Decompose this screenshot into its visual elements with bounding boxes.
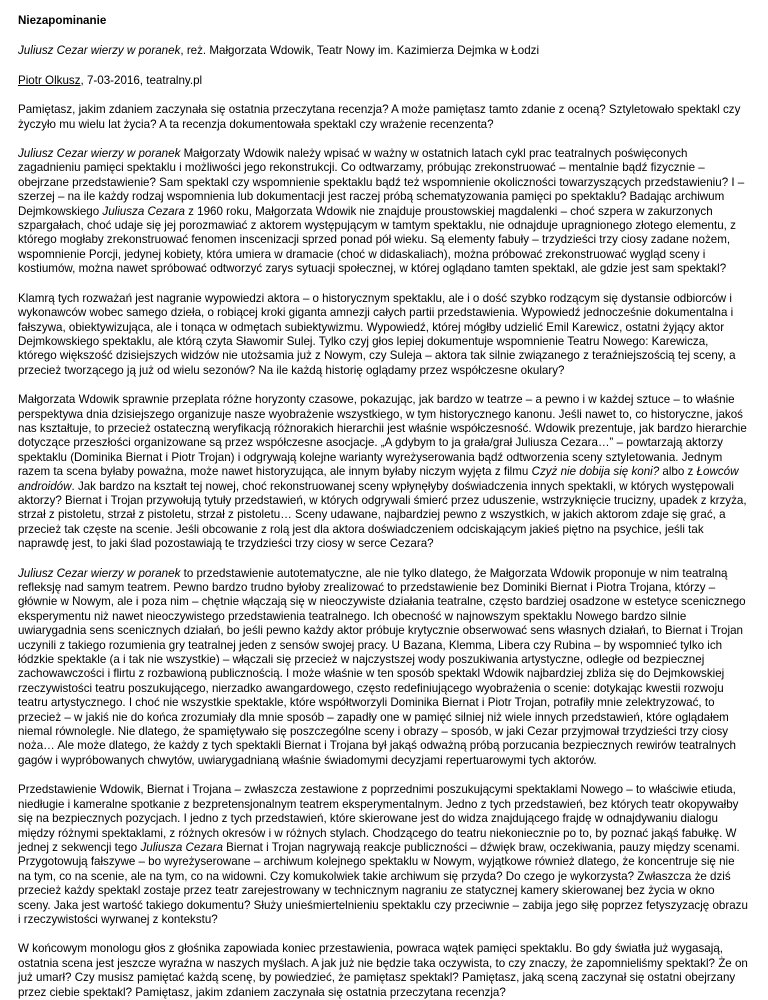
- play-title: Juliusz Cezar wierzy w poranek: [18, 44, 181, 58]
- paragraph-5: [18, 567, 750, 769]
- text-span: to przedstawienie autotematyczne, ale nie tylko dlatego, że Małgorzata Wdowik proponuje w nim teatralną refleksję nad samym teatrem. Pewno bardzo trudno byłoby zrealizować to przedstawienie bez Dominiki Biernat i Piotra Trojana, którzy – głównie w Nowym, ale i poza nim – chętnie włączają się w nieoczywiste działania teatralne, często bardziej osadzone w estetyce scenicznego eksperymentu niż nawet nieoczywistego przedstawienia teatralnego. Ich obecność w najnowszym spektaklu Nowego bardzo silnie uwiarygadnia sens scenicznych działań, bo jeśli pewno każdy aktor próbuje krytycznie obserwować sens własnych działań, to Biernat i Trojan uczynili z takiego rozumienia gry teatralnej jeden z sensów swojej pracy. U Bazana, Klemma, Libera czy Rubina – by wspomnieć tylko ich łódzkie spektakle (a i tak nie wszystkie) – włączali się przecież w najczystszej wody poszukiwania artystyczne, odległe od bezpiecznej zachowawczości i flirtu z rozbawioną publicznością. I może właśnie w ten sposób spektakl Wdowik najbardziej zbliża się do Dejmkowskiej rzeczywistości teatru poszukującego, nierzadko awangardowego, często redefiniującego wyobrażenia o scenie: dotykając kwestii rozwoju teatru artystycznego. I choć nie wszystkie spektakle, które współtworzyli Dominika Biernat i Piotr Trojan, potrafiły mnie zelektryzować, to przecież – w jakiś nie do końca zrozumiały dla mnie sposób – zapadły one w pamięć silniej niż wiele innych przedstawień, które oglądałem niemal równolegle. Nie dlatego, że spamiętywało się poszczególne sceny i obrazy – sposób, w jaki Cezar przyjmował trzydzieści trzy ciosy noża… Ale może dlatego, że każdy z tych spektakli Biernat i Trojana był jakąś odważną próbą porzucania bezpiecznych rewirów teatralnych gagów i wypróbowanych chwytów, uwiarygadnianą właśnie świadomymi decyzjami repertuarowymi tych aktorów.: [18, 566, 746, 767]
- text-span: Przedstawienie Wdowik, Biernat i Trojana – zwłaszcza zestawione z poprzednimi poszukującymi spektaklami Nowego – to właściwie etiuda, niedługie i kameralne spotkanie z bezpretensjonalnym teatrem eksperymentalnym. Jedno z tych przedstawień, bez których teatr okopywałby się na bezpiecznych pozycjach. I jedno z tych przedstawień, które skierowane jest do widza znajdującego frajdę w odnajdywaniu dialogu między różnymi spektaklami, z różnych okresów i w różnych stylach. Chodzącego do teatru niekoniecznie po to, by poznać jakąś fabułkę. W jednej z sekwencji tego: [18, 783, 739, 854]
- paragraph-2: [18, 147, 750, 277]
- production-info: [18, 44, 750, 58]
- text-span: Biernat i Trojan nagrywają reakcje publiczności – dźwięk braw, oczekiwania, pauzy między scenami. Przygotowują fałszywe – bo wyreżyserowane – archiwum kolejnego spektaklu w Nowym, wyjątkowe również dlatego, że koncentruje się nie na tym, co na scenie, ale na tym, co na widowni. Czy komukolwiek takie archiwum się przyda? Do czego je wykorzysta? Zwłaszcza że dziś przecież każdy spektakl zostaje przez teatr zarejestrowany w technicznym nagraniu ze statycznej kamery skierowanej bez życia w okno sceny. Jaka jest wartość takiego dokumentu? Służy unieśmiertelnieniu spektaklu czy przeciwnie – zabija jego siłę poprzez fetyszyzację obrazu i rzeczywistości wyrwanej z kontekstu?: [18, 840, 748, 926]
- text-span: albo z: [659, 465, 697, 479]
- italic-title: Juliusz Cezar wierzy w poranek: [18, 147, 181, 161]
- italic-title: Łowców androidów: [18, 465, 739, 493]
- text-span: Małgorzaty Wdowik należy wpisać w ważny w ostatnich latach cykl prac teatralnych poświęconych zagadnieniu pamięci spektaklu i możliwości jego rekonstrukcji. Co odtwarzamy, próbując zrekonstruować – mentalnie bądź fizycznie – obejrzane przedstawienie? Sam spektakl czy wspomnienie spektaklu bądź też wspomnienie okoliczności towarzyszących przedstawieniu? I – szerzej – na ile każdy rodzaj wspomnienia lub dokumentacji jest raczej próbą schematyzowania pamięci po spektaklu? Badając archiwum Dejmkowskiego: [18, 147, 745, 218]
- author-link[interactable]: Piotr Olkusz: [18, 73, 81, 87]
- paragraph-4: [18, 393, 750, 551]
- paragraph-7: W końcowym monologu głos z głośnika zapowiada koniec przestawienia, powraca wątek pamięci spektaklu. Bo gdy światła już wygasają, ostatnia scena jest jeszcze wyraźna w naszych myślach. A jak już nie będzie taka oczywista, to czy znaczy, że zapomnieliśmy spektakl? Że on już umarł? Czy musisz pamiętać każdą scenę, by powiedzieć, że pamiętasz spektakl? Pamiętasz, jaką sceną zaczynał się ostatni obejrzany przez ciebie spektakl? Pamiętasz, jakim zdaniem zaczynała się ostatnia przeczytana recenzja?: [18, 942, 748, 999]
- byline-date-source: , 7-03-2016, teatralny.pl: [80, 73, 203, 87]
- italic-title: Juliusza Cezara: [102, 204, 185, 218]
- paragraph-1: Pamiętasz, jakim zdaniem zaczynała się ostatnia przeczytana recenzja? A może pamiętasz tamto zdanie z oceną? Sztyletowało spektakl czy życzyło mu wielu lat życia? A ta recenzja dokumentowała spektakl czy wrażenie recenzenta?: [18, 103, 741, 131]
- article-title: Niezapominanie: [18, 14, 107, 27]
- text-span: z 1960 roku, Małgorzata Wdowik nie znajduje proustowskiej magdalenki – choć szpera w zakurzonych szpargałach, choć udaje się jej porozmawiać z aktorem występującym w tamtym spektaklu, nie odnajduje upragnionego złotego elementu, z którego mogłaby zrekonstruować fenomen inscenizacji sprzed ponad pół wieku. Są elementy fabuły – trzydzieści trzy ciosy zadane nożem, wspomnienie Porcji, jedynej kobiety, która umiera w dramacie (choć w didaskaliach), można próbować zrekonstruować wygląd sceny i kostiumów, można nawet spróbować odtworzyć zarys sytuacji społecznej, w której oglądano tamten spektakl, ale gdzie jest sam spektakl?: [18, 204, 736, 276]
- text-span: . Jak bardzo na kształt tej nowej, choć rekonstruowanej sceny wpłynęłyby doświadczenia innych spektakli, w których występowali aktorzy? Biernat i Trojan przywołują tytuły przedstawień, w których odgrywali śmierć przez uduszenie, wstrzyknięcie trucizny, upadek z krzyża, strzał z pistoletu, strzał z pistoletu, strzał z pistoletu… Sceny udawane, najbardziej pewno z wszystkich, w jakich aktorom zdaje się grać, a przecież tak częste na scenie. Jeśli obcowanie z rolą jest dla aktora doświadczeniem odciskającym jakieś piętno na psychice, jeśli tak naprawdę jest, to jaki ślad pozostawiają te trzydzieści trzy ciosy w serce Cezara?: [18, 479, 747, 551]
- paragraph-3: Klamrą tych rozważań jest nagranie wypowiedzi aktora – o historycznym spektaklu, ale i o dość szybko rodzącym się dystansie odbiorców i wykonawców wobec samego dzieła, o robiącej kroki giganta amnezji całych partii przedstawienia. Wypowiedź jednocześnie dokumentalna i fałszywa, obiektywizująca, ale i tonąca w odmętach subiektywizmu. Wypowiedź, której mógłby udzielić Emil Karewicz, ostatni żyjący aktor Dejmkowskiego spektaklu, ale którą czyta Sławomir Sulej. Tylko czyj głos lepiej dokumentuje wspomnienie Teatru Nowego: Karewicza, którego większość dzisiejszych widzów nie utożsamia już z Nowym, czy Suleja – aktora tak silnie związanego z teraźniejszością tej sceny, a przecież tworzącego ją już od wielu sezonów? Na ile każdą historię oglądamy przez współczesne okulary?: [18, 291, 736, 377]
- paragraph-6: [18, 783, 750, 927]
- text-span: Małgorzata Wdowik sprawnie przeplata różne horyzonty czasowe, pokazując, jak bardzo w teatrze – a pewno i w każdej sztuce – to właśnie perspektywa dnia dzisiejszego organizuje nasze wyobrażenie wszystkiego, w tym historycznego kanonu. Jeśli nawet to, co historyczne, jakoś nas kształtuje, to przecież ostateczną weryfikacją różnorakich hierarchii jest właśnie współczesność. Wdowik prezentuje, jak bardzo hierarchie dotyczące przeszłości organizowane są przez współczesne asocjacje. „A gdybym to ja grała/grał Juliusza Cezara…” – powtarzają aktorzy spektaklu (Dominika Biernat i Piotr Trojan) i odgrywają kolejne warianty wyreżyserowania bądź odtworzenia sceny sztyletowania. Jednym razem ta scena byłaby poważna, może nawet historyzująca, ale innym byłaby niczym wyjęta z filmu: [18, 393, 747, 479]
- italic-title: Czyż nie dobija się koni?: [531, 465, 660, 479]
- byline: [18, 74, 750, 88]
- production-details: , reż. Małgorzata Wdowik, Teatr Nowy im. Kazimierza Dejmka w Łodzi: [180, 44, 540, 58]
- italic-title: Juliusza Cezara: [140, 840, 223, 854]
- italic-title: Juliusz Cezar wierzy w poranek: [18, 566, 181, 580]
